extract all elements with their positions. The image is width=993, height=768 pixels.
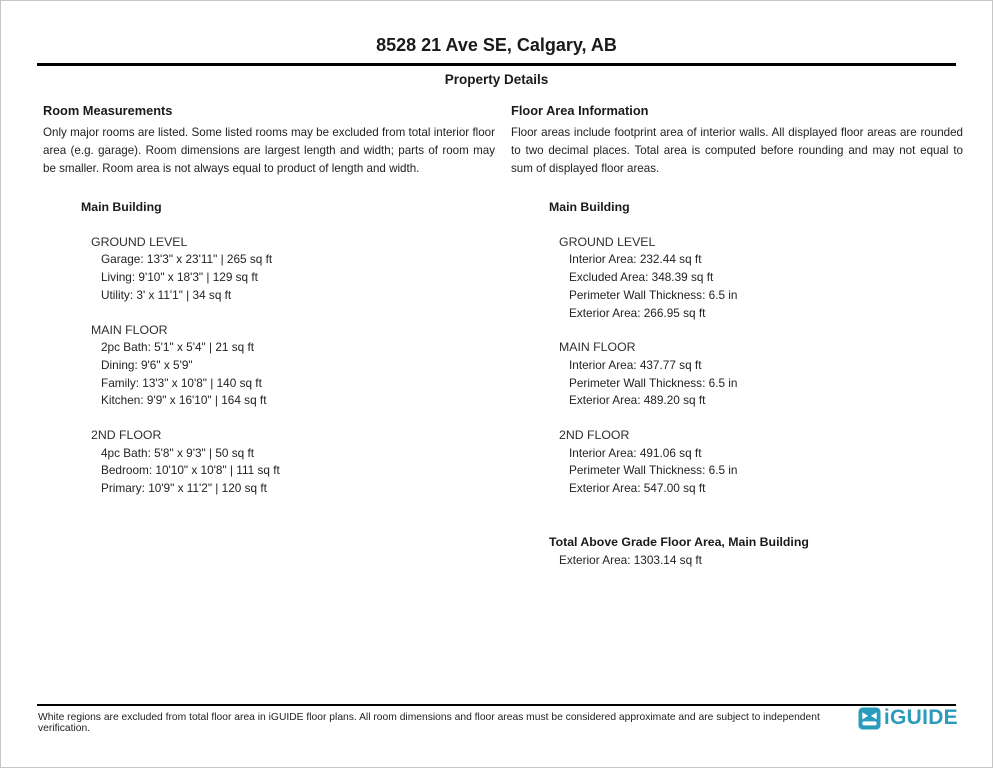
level-name: GROUND LEVEL — [91, 234, 188, 249]
area-row: Exterior Area: 489.20 sq ft — [569, 393, 706, 408]
level-name: MAIN FLOOR — [559, 340, 636, 355]
building-name: Main Building — [81, 200, 162, 214]
level-ground — [43, 234, 495, 305]
area-row: Perimeter Wall Thickness: 6.5 in — [569, 287, 738, 302]
level-main — [511, 339, 963, 410]
level-name: 2ND FLOOR — [91, 428, 162, 443]
total-above-grade-heading: Total Above Grade Floor Area, Main Building — [549, 534, 809, 549]
level-name: MAIN FLOOR — [91, 322, 168, 337]
area-row: Interior Area: 232.44 sq ft — [569, 252, 702, 267]
iguide-camera-icon — [858, 707, 881, 730]
room-measurements-section — [43, 103, 495, 498]
room-row: Living: 9'10" x 18'3" | 129 sq ft — [101, 270, 258, 285]
room-row: Family: 13'3" x 10'8" | 140 sq ft — [101, 375, 262, 390]
room-measurements-description: Only major rooms are listed. Some listed rooms may be excluded from total interior floor area (e.g. garage). Room dimensions are largest length and width; parts of room may be smaller. Room area is not always equal to product of length and width. — [43, 126, 495, 175]
room-row: 2pc Bath: 5'1" x 5'4" | 21 sq ft — [101, 340, 255, 355]
area-row: Perimeter Wall Thickness: 6.5 in — [569, 463, 738, 478]
page-subtitle: Property Details — [444, 72, 549, 87]
page-title: 8528 21 Ave SE, Calgary, AB — [376, 35, 617, 55]
level-ground — [511, 234, 963, 323]
area-row: Perimeter Wall Thickness: 6.5 in — [569, 375, 738, 390]
area-row: Exterior Area: 547.00 sq ft — [569, 481, 706, 496]
room-row: Kitchen: 9'9" x 16'10" | 164 sq ft — [101, 393, 267, 408]
floor-area-description: Floor areas include footprint area of interior walls. All displayed floor areas are rounded to two decimal places. Total area is computed before rounding and may not equal to sum of displayed floor areas. — [511, 126, 963, 175]
total-exterior-area: Exterior Area: 1303.14 sq ft — [559, 552, 702, 567]
title-divider — [37, 63, 956, 66]
footer-divider — [37, 704, 956, 706]
room-measurements-heading: Room Measurements — [43, 103, 173, 118]
floor-area-section — [511, 103, 963, 569]
iguide-logo-text: iGUIDE — [883, 706, 958, 729]
level-name: GROUND LEVEL — [559, 234, 656, 249]
floor-area-heading: Floor Area Information — [511, 103, 649, 118]
room-row: Bedroom: 10'10" x 10'8" | 111 sq ft — [101, 463, 280, 478]
room-row: Dining: 9'6" x 5'9" — [101, 357, 193, 372]
iguide-logo — [858, 706, 958, 730]
area-row: Interior Area: 437.77 sq ft — [569, 357, 702, 372]
area-row: Excluded Area: 348.39 sq ft — [569, 270, 714, 285]
level-name: 2ND FLOOR — [559, 428, 630, 443]
room-row: Garage: 13'3" x 23'11" | 265 sq ft — [101, 252, 273, 267]
area-row: Interior Area: 491.06 sq ft — [569, 445, 702, 460]
building-name: Main Building — [549, 200, 630, 214]
level-main — [43, 322, 495, 411]
level-second — [43, 427, 495, 498]
total-above-grade-section — [511, 534, 963, 569]
room-row: 4pc Bath: 5'8" x 9'3" | 50 sq ft — [101, 445, 255, 460]
level-second — [511, 427, 963, 498]
footer-disclaimer: White regions are excluded from total floor area in iGUIDE floor plans. All room dimensions and floor areas must be considered approximate and are subject to independent verification. — [38, 712, 820, 734]
room-row: Primary: 10'9" x 11'2" | 120 sq ft — [101, 481, 267, 496]
room-row: Utility: 3' x 11'1" | 34 sq ft — [101, 287, 232, 302]
area-row: Exterior Area: 266.95 sq ft — [569, 305, 706, 320]
